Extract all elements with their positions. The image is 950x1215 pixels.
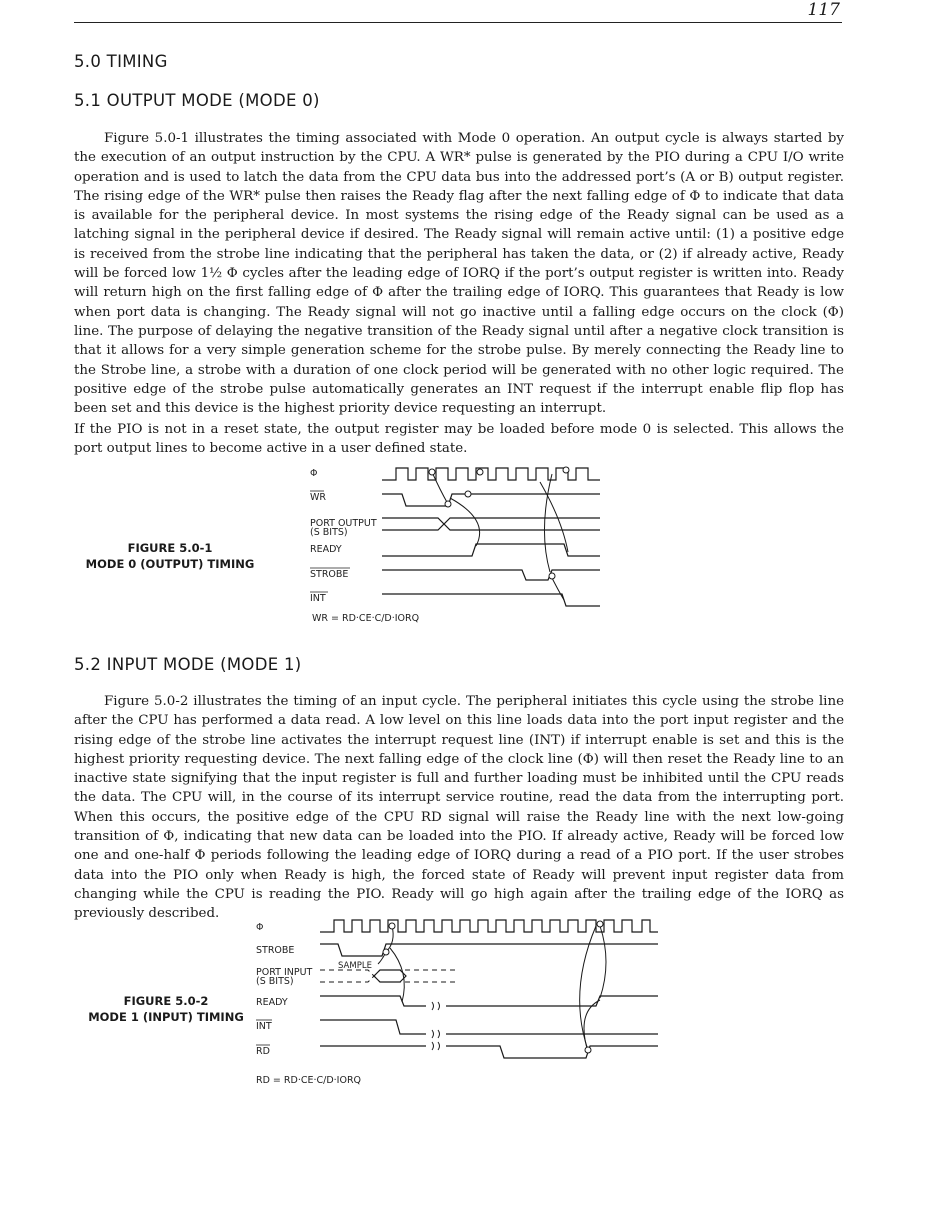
header-rule [74, 22, 842, 23]
phi-edge-marker-2 [477, 469, 483, 475]
phi-edge-marker-4 [389, 923, 395, 929]
strobe-label: STROBE [310, 569, 349, 580]
figure-5-0-1-timing-diagram [300, 460, 610, 630]
strobe-waveform [382, 570, 600, 580]
int-label: INT [310, 593, 326, 604]
wr-rise-marker [465, 491, 471, 497]
figure-5-0-2-title: MODE 1 (INPUT) TIMING [88, 1010, 244, 1024]
figure-5-0-2-caption [76, 993, 256, 1025]
phi-to-ready-rise-arrow [600, 926, 606, 998]
port-output-bits-label: (S BITS) [310, 527, 348, 538]
port-output-waveform-top [382, 518, 600, 524]
phi-to-ready-fall-arrow [544, 474, 552, 572]
strobe-to-ready-arrow [390, 948, 404, 1002]
rd-waveform [320, 1046, 658, 1058]
figure-5-0-1-equation: WR = RD·CE·C/D·IORQ [312, 613, 420, 624]
wr-to-ready-arrow [450, 498, 480, 546]
rd-edge-marker [585, 1047, 591, 1053]
rd-label: RD [256, 1046, 270, 1057]
phi-edge-marker-3 [563, 467, 569, 473]
strobe-edge-marker-2 [383, 949, 389, 955]
ready-label-2: READY [256, 997, 288, 1008]
phi-label-2: Φ [256, 922, 264, 933]
section-5-2-heading: 5.2 INPUT MODE (MODE 1) [74, 655, 302, 674]
figure-5-0-1-caption [80, 540, 260, 572]
section-5-0-heading: 5.0 TIMING [74, 52, 168, 71]
port-output-waveform-bottom [382, 524, 600, 530]
port-input-label: PORT INPUT [256, 967, 313, 978]
phi-waveform-2 [320, 920, 658, 932]
figure-5-0-2-number: FIGURE 5.0-2 [123, 994, 209, 1008]
ready-label: READY [310, 544, 342, 555]
int-label-2: INT [256, 1021, 272, 1032]
port-output-label: PORT OUTPUT [310, 518, 377, 529]
section-5-1-paragraph-1: Figure 5.0-1 illustrates the timing associated with Mode 0 operation. An output cycle is always started by the execution of an output instruction by the CPU. A WR* pulse is generated by the PIO during a CPU I/O write operation and is used to latch the data from the CPU data bus into the addressed port’s (A or B) output register. The rising edge of the WR* pulse then raises the Ready flag after the next falling edge of Φ to indicate that data is available for the peripheral device. In most systems the rising edge of the Ready signal can be used as a latching signal in the peripheral device if desired. The Ready signal will remain active until: (1) a positive edge is received from the strobe line indicating that the peripheral has taken the data, or (2) if already active, Ready will be forced low 1½ Φ cycles after the leading edge of IORQ if the port’s output register is written into. Ready will return high on the first falling edge of Φ after the trailing edge of IORQ. This guarantees that Ready is low when port data is changing. The Ready signal will not go inactive until a falling edge occurs on the clock (Φ) line. The purpose of delaying the negative transition of the Ready signal until after a negative clock transition is that it allows for a very simple generation scheme for the strobe pulse. By merely connecting the Ready line to the Strobe line, a strobe with a duration of one clock period will be generated with no other logic required. The positive edge of the strobe pulse automatically generates an INT request if the interrupt enable flip flop has been set and this device is the highest priority device requesting an interrupt. [74, 131, 844, 417]
strobe-edge-marker [549, 573, 555, 579]
int-waveform [382, 594, 600, 606]
phi-edge-marker-1 [429, 469, 435, 475]
int-waveform-2 [320, 1020, 658, 1034]
figure-5-0-1-title: MODE 0 (OUTPUT) TIMING [85, 557, 255, 571]
phi-to-strobe-arrow [386, 926, 393, 952]
section-5-2-paragraph-1: Figure 5.0-2 illustrates the timing of an input cycle. The peripheral initiates this cycle using the strobe line after the CPU has performed a data read. A low level on this line loads data into the port input register and the rising edge of the strobe line activates the interrupt request line (INT) if interrupt enable is set and this is the highest priority requesting device. The next falling edge of the clock line (Φ) will then reset the Ready line to an inactive state signifying that the input register is full and further loading must be inhibited until the CPU reads the data. The CPU will, in the course of its interrupt service routine, read the data from the interrupting port. When this occurs, the positive edge of the CPU RD signal will raise the Ready line with the next low-going transition of Φ, indicating that new data can be loaded into the PIO. If already active, Ready will be forced low one and one-half Φ periods following the leading edge of IORQ during a read of a PIO port. If the user strobes data into the PIO only when Ready is high, the forced state of Ready will prevent input register data from changing while the CPU is reading the PIO. Ready will go high again after the trailing edge of the IORQ as previously described. [74, 694, 844, 922]
section-5-1-heading: 5.1 OUTPUT MODE (MODE 0) [74, 91, 320, 110]
break-mark-rd [432, 1042, 440, 1050]
ready-waveform-2 [320, 996, 658, 1006]
wr-waveform [382, 494, 600, 506]
phi-edge-marker-5 [597, 921, 603, 927]
page-number: 117 [807, 0, 840, 20]
break-mark-int [432, 1030, 440, 1038]
figure-5-0-1-number: FIGURE 5.0-1 [127, 541, 213, 555]
sample-label: SAMPLE [338, 961, 372, 971]
phi-to-wr-arrow [432, 472, 448, 504]
strobe-waveform-2 [320, 944, 658, 956]
port-input-solid [374, 970, 406, 982]
phi-label: Φ [310, 468, 318, 479]
strobe-label-2: STROBE [256, 945, 295, 956]
wr-label: WR [310, 492, 326, 503]
ready-to-strobe-arrow [540, 482, 568, 552]
figure-5-0-2-equation: RD = RD·CE·C/D·IORQ [256, 1075, 362, 1086]
break-mark-ready [432, 1002, 440, 1010]
figure-5-0-2-timing-diagram [250, 912, 670, 1092]
port-input-bits-label: (S BITS) [256, 976, 294, 987]
section-5-1-paragraph-2: If the PIO is not in a reset state, the output register may be loaded before mode 0 is selected. This allows the port output lines to become active in a user defined state. [74, 422, 844, 457]
wr-edge-marker [445, 501, 451, 507]
port-input-waveform-bottom [320, 976, 455, 982]
